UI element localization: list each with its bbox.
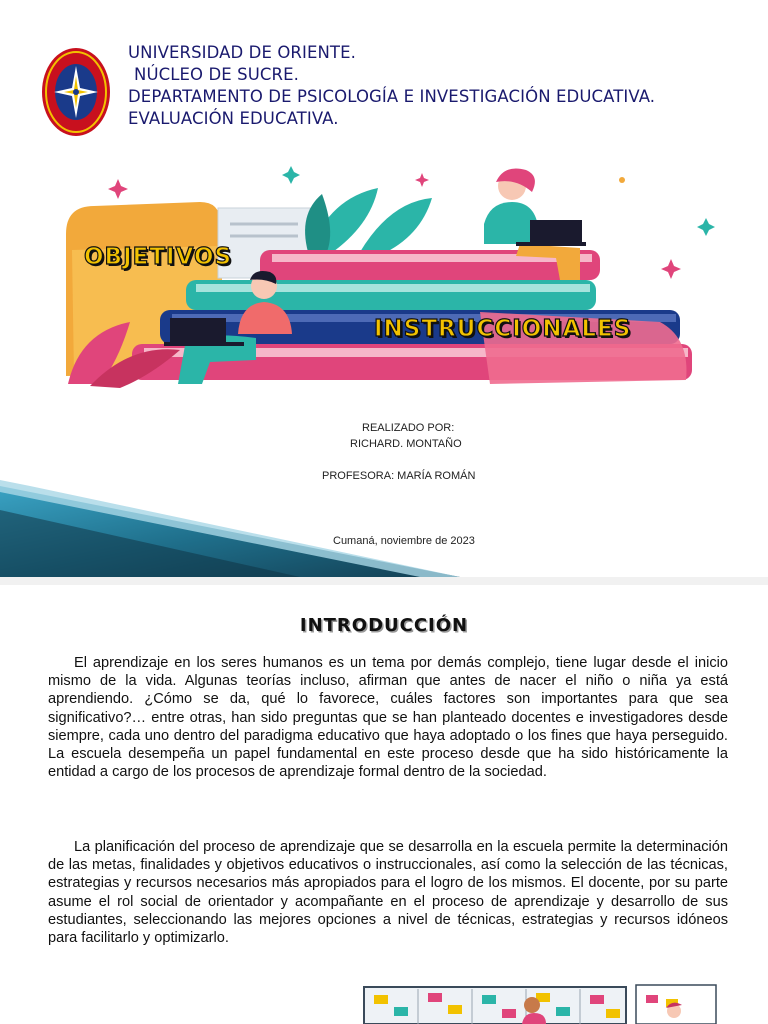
introduction-title: INTRODUCCIÓN [299, 615, 469, 636]
place-date: Cumaná, noviembre de 2023 [333, 535, 475, 547]
slide-separator [0, 577, 768, 585]
cover-title-word-objetivos: OBJETIVOS [84, 244, 233, 270]
institution-header [128, 42, 655, 130]
decorative-wedge [0, 470, 460, 577]
paragraph-1-text: El aprendizaje en los seres humanos es un tema por demás complejo, tiene lugar desde el inicio mismo de la vida. Algunas teorías incluso, afirman que antes de nacer el niño o niña ya está aprendiendo. ¿Cómo se da, qué lo favorece, cuáles factores son importantes para que sea significativo?… entre otras, han sido preguntas que se han planteado docentes e investigadores desde siempre, cada uno dentro del paradigma educativo que haya adoptado o los fines que haya perseguido. La escuela desempeña un papel fundamental en este proceso desde que ha sido históricamente la entidad a cargo de los procesos de aprendizaje formal dentro de la sociedad. [48, 655, 728, 781]
made-by-label: REALIZADO POR: [362, 422, 455, 434]
professor-name: PROFESORA: MARÍA ROMÁN [322, 470, 476, 482]
author-name: RICHARD. MONTAÑO [350, 438, 462, 450]
header-line-course: EVALUACIÓN EDUCATIVA. [128, 109, 339, 128]
books-illustration [60, 162, 720, 392]
cover-title-word-instruccionales: INSTRUCCIONALES [374, 316, 632, 342]
paragraph-2-text: La planificación del proceso de aprendizaje que se desarrolla en la escuela permite la determinación de las metas, finalidades y objetivos educativos o instruccionales, así como la selección de las técnicas, estrategias y recursos necesarios más apropiados para el logro de los mismos. El docente, por su parte asume el rol social de orientador y acompañante en el proceso de aprendizaje y desarrollo de sus estudiantes, seleccionando las mejores opciones a nivel de técnicas, estrategias y recursos idóneos para facilitarlo y optimizarlo. [48, 839, 728, 947]
header-line-nucleus: NÚCLEO DE SUCRE. [134, 65, 299, 84]
planning-board-illustration [356, 981, 732, 1024]
header-line-university: UNIVERSIDAD DE ORIENTE. [128, 43, 356, 62]
header-line-department: DEPARTAMENTO DE PSICOLOGÍA E INVESTIGACIÓN EDUCATIVA. [128, 87, 656, 106]
introduction-paragraph-1 [48, 654, 728, 781]
introduction-paragraph-2 [48, 838, 728, 947]
university-seal-icon [40, 46, 112, 138]
introduction-slide [0, 585, 768, 1024]
